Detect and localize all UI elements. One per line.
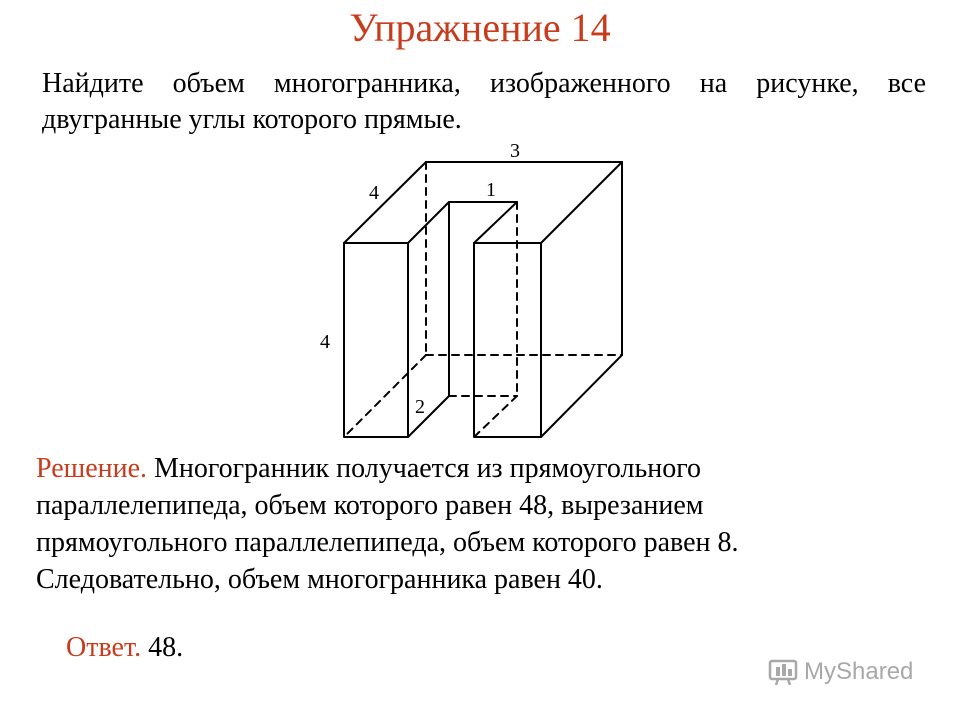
label-top-depth: 4 (369, 182, 379, 204)
label-notch-width: 1 (486, 179, 496, 201)
solution-body: Многогранник получается из прямоугольного параллелепипеда, объем которого равен 48, вырезанием прямоугольного параллелепипеда, объем которого равен 8. Следовательно, объем многогранника равен 40. (36, 453, 739, 595)
slide-title: Упражнение 14 (349, 5, 611, 50)
solution-label: Решение. (36, 453, 148, 484)
label-height: 4 (320, 331, 330, 353)
watermark (768, 658, 913, 686)
label-notch-depth: 2 (415, 396, 425, 418)
watermark-text: MyShared (804, 658, 914, 685)
label-top-width: 3 (510, 140, 520, 162)
answer-label: Ответ. (66, 632, 142, 663)
solution-text (36, 450, 836, 598)
answer-text (66, 632, 183, 664)
myshared-logo-icon (768, 658, 798, 686)
answer-value: 48. (141, 632, 184, 663)
problem-text: Найдите объем многогранника, изображенного на рисунке, все двугранные углы которого прямые. (42, 68, 926, 135)
